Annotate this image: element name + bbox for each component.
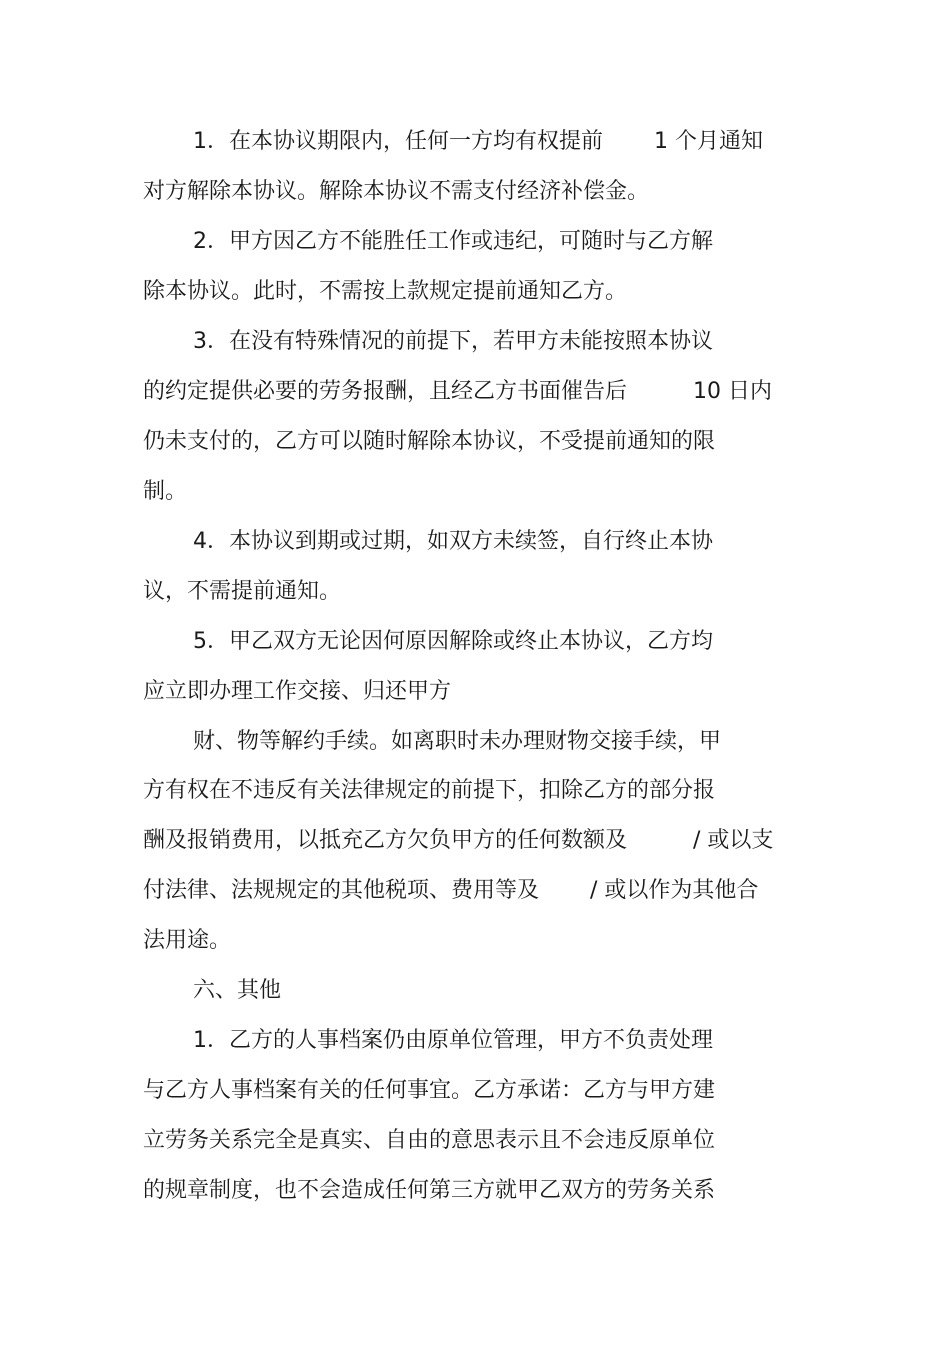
paragraph-line: 制。 [143,479,188,504]
section-heading: 六、其他 [193,978,282,1003]
paragraph-line: 付法律、法规规定的其他税项、费用等及 / 或以作为其他合 [143,878,759,903]
paragraph-line: 议，不需提前通知。 [143,579,342,604]
paragraph-line: 酬及报销费用，以抵充乙方欠负甲方的任何数额及 / 或以支 [143,828,774,853]
paragraph-line: 法用途。 [143,928,232,953]
paragraph-line: 2．甲方因乙方不能胜任工作或违纪，可随时与乙方解 [193,229,713,254]
paragraph-line: 4．本协议到期或过期，如双方未续签，自行终止本协 [193,529,713,554]
paragraph-line: 3．在没有特殊情况的前提下，若甲方未能按照本协议 [193,329,713,354]
paragraph-line: 方有权在不违反有关法律规定的前提下，扣除乙方的部分报 [143,778,716,803]
paragraph-line: 5．甲乙双方无论因何原因解除或终止本协议，乙方均 [193,629,713,654]
paragraph-line: 财、物等解约手续。如离职时未办理财物交接手续，甲 [193,729,722,754]
paragraph-line: 应立即办理工作交接、归还甲方 [143,679,452,704]
paragraph-line: 1．乙方的人事档案仍由原单位管理，甲方不负责处理 [193,1028,713,1053]
paragraph-line: 与乙方人事档案有关的任何事宜。乙方承诺：乙方与甲方建 [143,1078,716,1103]
paragraph-line: 1．在本协议期限内，任何一方均有权提前 1 个月通知 [193,129,763,154]
paragraph-line: 除本协议。此时，不需按上款规定提前通知乙方。 [143,279,628,304]
paragraph-line: 仍未支付的，乙方可以随时解除本协议，不受提前通知的限 [143,429,716,454]
paragraph-line: 对方解除本协议。解除本协议不需支付经济补偿金。 [143,179,650,204]
paragraph-line: 立劳务关系完全是真实、自由的意思表示且不会违反原单位 [143,1128,716,1153]
paragraph-line: 的规章制度，也不会造成任何第三方就甲乙双方的劳务关系 [143,1178,716,1203]
paragraph-line: 的约定提供必要的劳务报酬，且经乙方书面催告后 10 日内 [143,379,772,404]
